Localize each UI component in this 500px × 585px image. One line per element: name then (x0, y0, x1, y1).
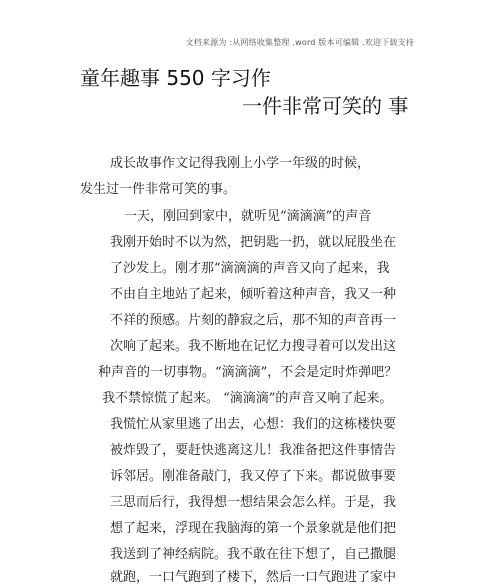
document-title: 童年趣事 550 字习作 (80, 66, 271, 90)
body-line: 我慌忙从家里逃了出去，心想：我们的这栋楼快要 (110, 417, 397, 432)
body-line: 不由自主地站了起来，倾听着这种声音，我又一种 (110, 287, 397, 302)
body-line: 我刚开始时不以为然，把钥匙一扔，就以屁股坐在 (110, 235, 397, 250)
body-line: 诉邻居。刚准备敲门，我又停了下来。都说做事要 (110, 469, 397, 484)
body-line: 三思而后行，我得想一想结果会怎么样。于是，我 (110, 495, 397, 510)
body-line: 种声音的一切事物。“滴滴滴”，不会是定时炸弹吧？ (98, 365, 398, 380)
body-line: 我送到了神经病院。我不敢在往下想了，自己撒腿 (110, 547, 397, 562)
body-line: 发生过一件非常可笑的事。 (80, 182, 237, 197)
body-line: 了沙发上。刚才那“滴滴滴的声音又向了起来，我 (110, 261, 390, 276)
body-line: 就跑，一口气跑到了楼下，然后一口气跑进了家中 (110, 570, 397, 585)
body-line: 一天，刚回到家中，就听见“滴滴滴”的声音 (124, 209, 372, 224)
body-line: 被炸毁了，要赶快逃离这儿！我准备把这件事情告 (110, 443, 397, 458)
body-line: 我不禁惊慌了起来。 “滴滴滴”的声音又响了起来。 (102, 391, 393, 406)
body-line: 想了起来，浮现在我脑海的第一个景象就是他们把 (110, 521, 397, 536)
body-line: 成长故事作文记得我刚上小学一年级的时候， (110, 156, 371, 171)
document-subtitle: 一件非常可笑的 事 (242, 94, 409, 118)
body-line: 次响了起来。我不断地在记忆力搜寻着可以发出这 (110, 339, 397, 354)
header-note: 文档来源为 :从网络收集整理 .word 版本可编辑 .欢迎下载支持 (185, 38, 414, 47)
body-line: 不祥的预感。片刻的静寂之后，那不知的声音再一 (110, 313, 397, 328)
